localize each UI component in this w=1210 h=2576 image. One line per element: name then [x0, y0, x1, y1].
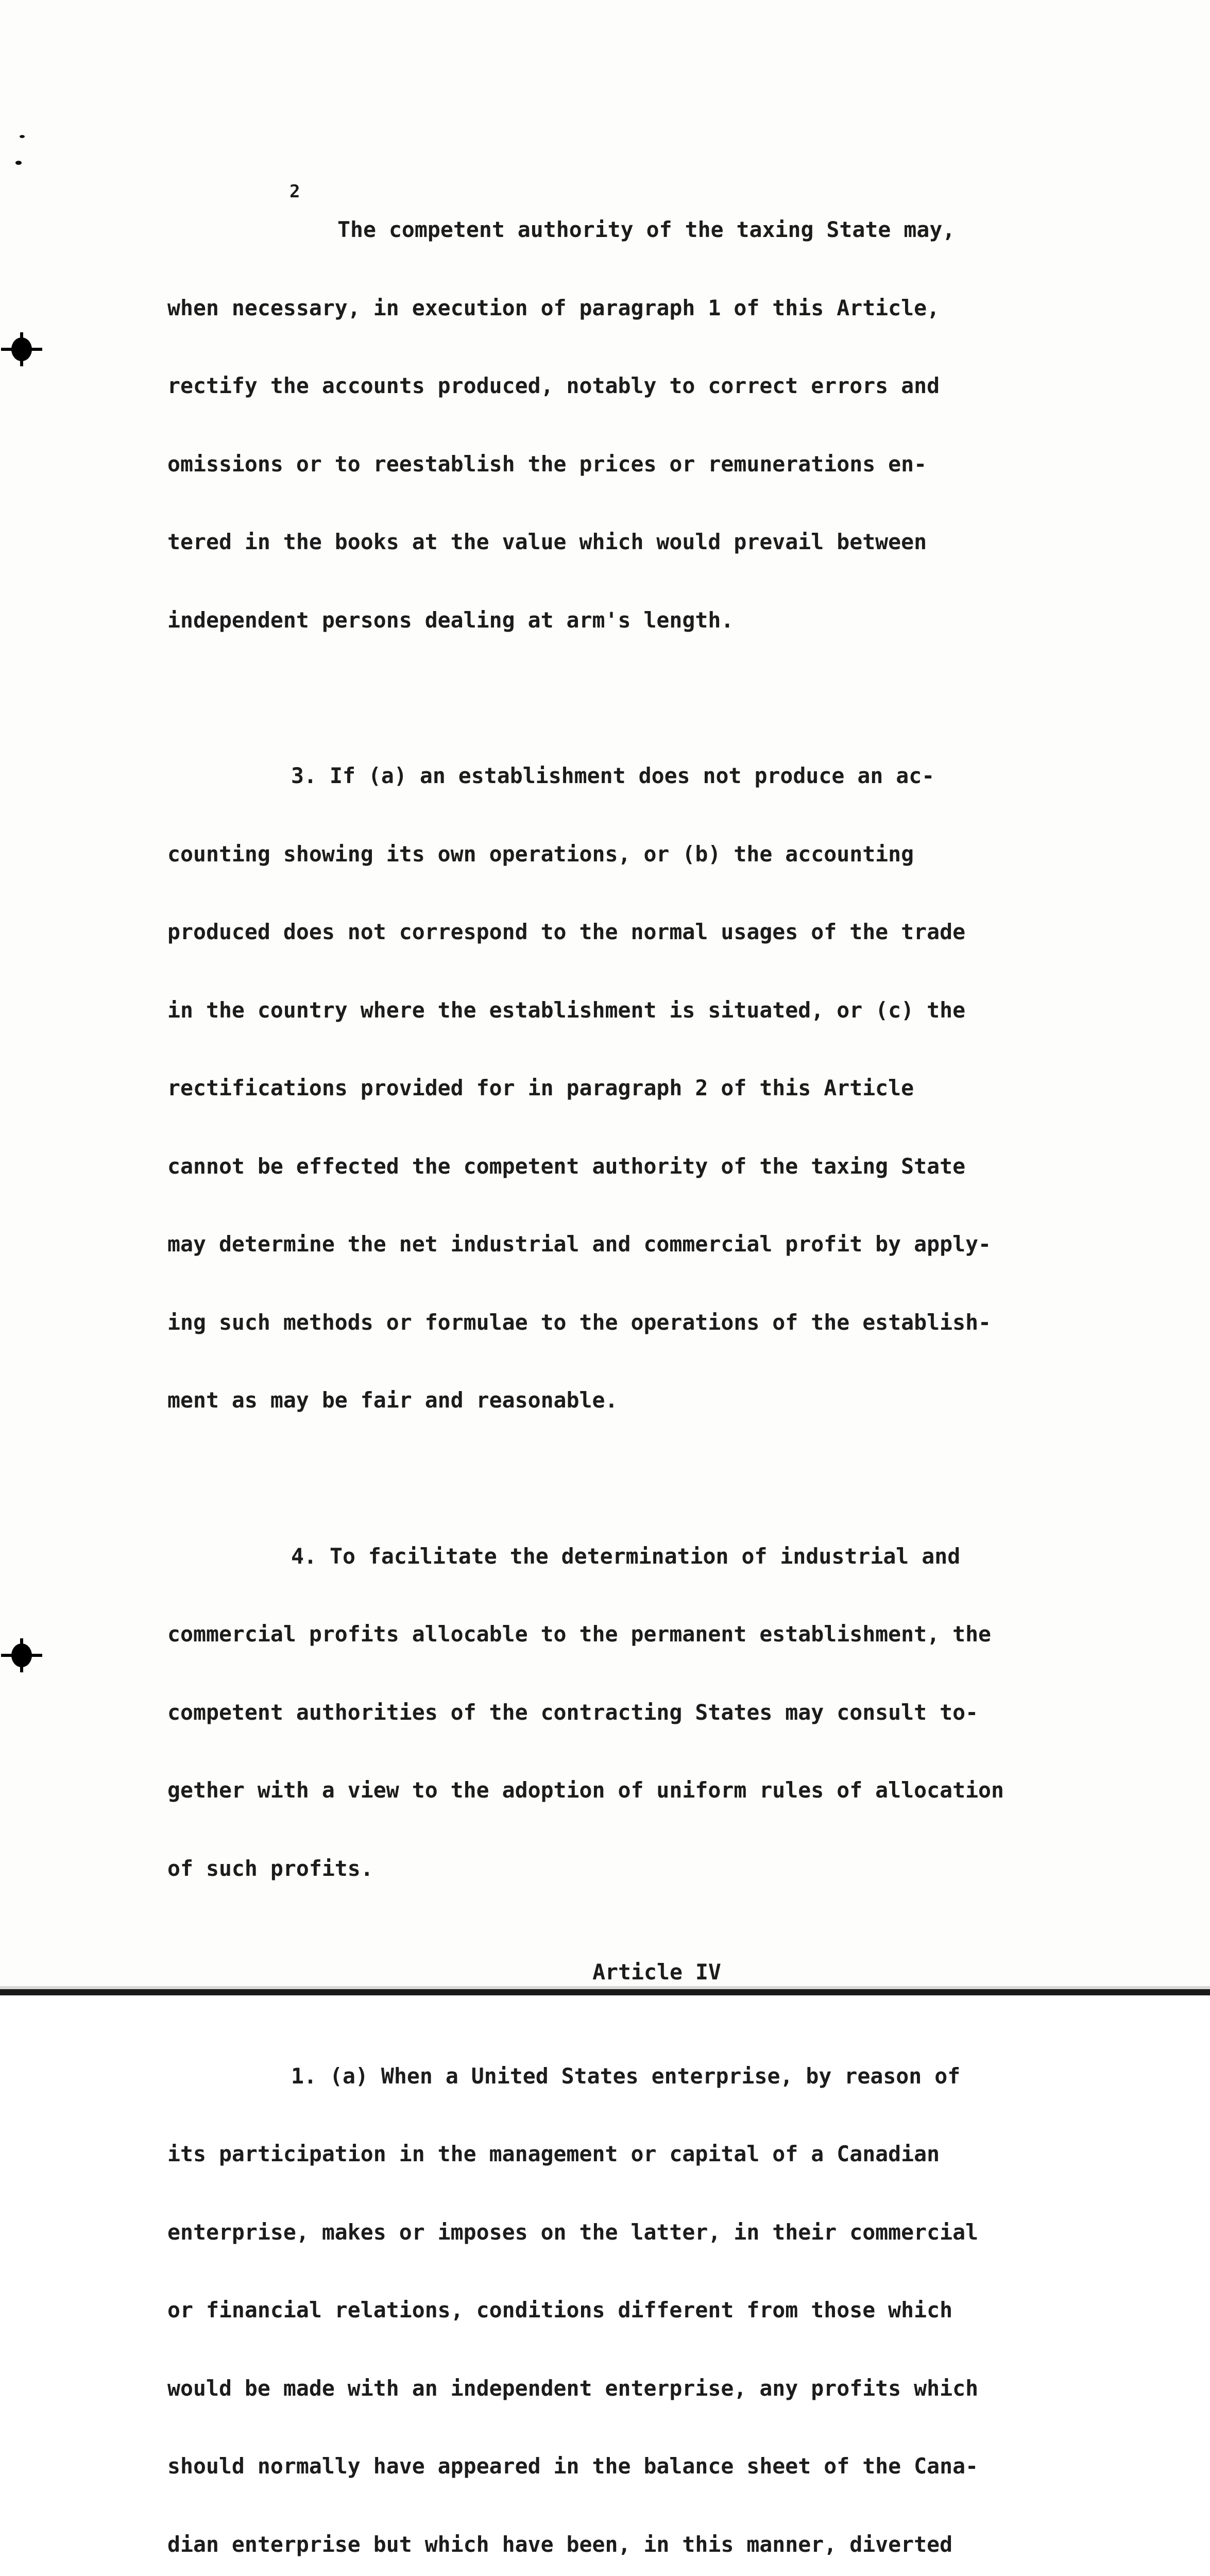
- text-line: rectifications provided for in paragraph 2 of this Article: [167, 1075, 1177, 1101]
- text-line: ing such methods or formulae to the operations of the establish-: [167, 1310, 1177, 1336]
- text-line: 1. (a) When a United States enterprise, by reason of: [167, 2063, 1177, 2090]
- text-line: counting showing its own operations, or (b) the accounting: [167, 841, 1177, 868]
- text-line: may determine the net industrial and commercial profit by apply-: [167, 1231, 1177, 1258]
- scan-speck: [15, 161, 22, 165]
- paragraph-3: [167, 711, 1177, 1466]
- article-heading: Article IV: [167, 1959, 1177, 1986]
- text-line: dian enterprise but which have been, in this manner, diverted: [167, 2532, 1177, 2558]
- text-line: in the country where the establishment is situated, or (c) the: [167, 997, 1177, 1024]
- punch-hole-mark: [11, 337, 32, 361]
- text-line: tered in the books at the value which would prevail between: [167, 529, 1177, 555]
- text-line: or financial relations, conditions different from those which: [167, 2297, 1177, 2324]
- text-line: produced does not correspond to the normal usages of the trade: [167, 919, 1177, 945]
- text-line: The competent authority of the taxing State may,: [167, 217, 1177, 243]
- text-line: rectify the accounts produced, notably to correct errors and: [167, 373, 1177, 399]
- paragraph-4: [167, 1492, 1177, 1934]
- paragraph-number: 2: [289, 181, 300, 202]
- text-line: would be made with an independent enterprise, any profits which: [167, 2376, 1177, 2402]
- text-line: should normally have appeared in the balance sheet of the Cana-: [167, 2453, 1177, 2480]
- scan-speck: [20, 135, 25, 138]
- text-line: its participation in the management or capital of a Canadian: [167, 2141, 1177, 2167]
- document-body: [167, 165, 1177, 2576]
- text-line: competent authorities of the contracting States may consult to-: [167, 1700, 1177, 1726]
- paragraph-2: [167, 165, 1177, 685]
- text-line: cannot be effected the competent authority of the taxing State: [167, 1154, 1177, 1180]
- scan-edge: [0, 1989, 1210, 1995]
- text-line: commercial profits allocable to the permanent establishment, the: [167, 1621, 1177, 1648]
- text-line: when necessary, in execution of paragraph 1 of this Article,: [167, 295, 1177, 321]
- text-line: independent persons dealing at arm's length.: [167, 607, 1177, 634]
- punch-hole-mark: [11, 1643, 32, 1667]
- text-line: 4. To facilitate the determination of industrial and: [167, 1544, 1177, 1570]
- text-line: gether with a view to the adoption of uniform rules of allocation: [167, 1777, 1177, 1804]
- text-line: ment as may be fair and reasonable.: [167, 1387, 1177, 1414]
- article-4-paragraph-1a: [167, 2011, 1177, 2576]
- text-line: of such profits.: [167, 1856, 1177, 1882]
- text-line: omissions or to reestablish the prices or remunerations en-: [167, 451, 1177, 478]
- text-line: enterprise, makes or imposes on the latter, in their commercial: [167, 2219, 1177, 2246]
- text-line: 3. If (a) an establishment does not produce an ac-: [167, 763, 1177, 789]
